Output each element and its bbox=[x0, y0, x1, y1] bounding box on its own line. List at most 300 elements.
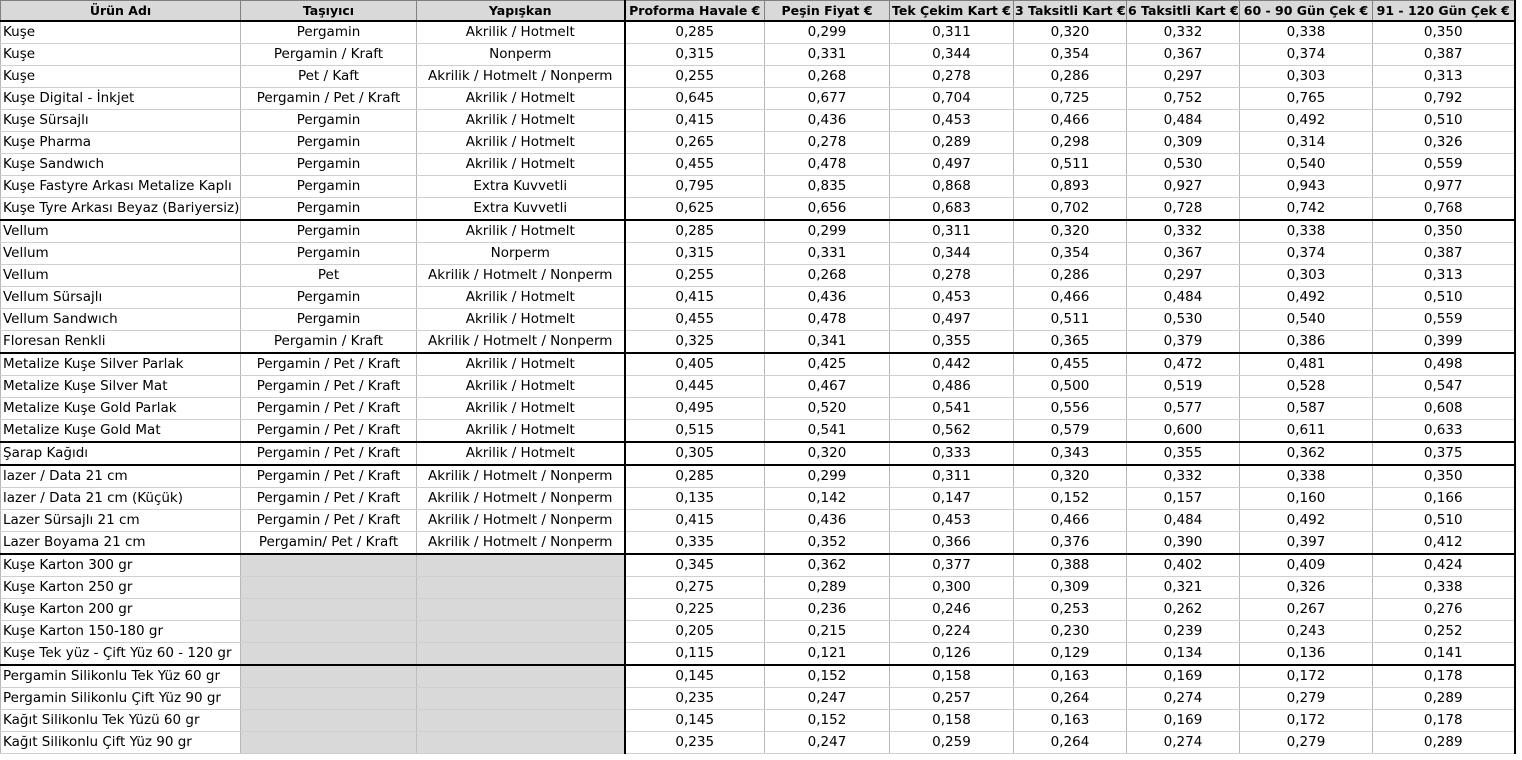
cell-60-90-gun-cek[interactable]: 0,172 bbox=[1240, 710, 1373, 732]
cell-6-taksitli-kart[interactable]: 0,157 bbox=[1127, 488, 1240, 510]
cell-pesin-fiyat[interactable]: 0,299 bbox=[765, 465, 890, 488]
cell-3-taksitli-kart[interactable]: 0,264 bbox=[1014, 732, 1127, 754]
cell-3-taksitli-kart[interactable]: 0,466 bbox=[1014, 510, 1127, 532]
cell-tasiyici[interactable]: Pet bbox=[241, 265, 417, 287]
cell-urun-adi[interactable]: Kuşe Pharma bbox=[1, 132, 241, 154]
cell-60-90-gun-cek[interactable]: 0,540 bbox=[1240, 309, 1373, 331]
cell-60-90-gun-cek[interactable]: 0,243 bbox=[1240, 621, 1373, 643]
header-proforma-havale[interactable]: Proforma Havale € bbox=[625, 1, 765, 22]
cell-3-taksitli-kart[interactable]: 0,309 bbox=[1014, 577, 1127, 599]
cell-yapiskan[interactable]: Akrilik / Hotmelt / Nonperm bbox=[417, 510, 625, 532]
cell-tek-cekim-kart[interactable]: 0,259 bbox=[890, 732, 1014, 754]
cell-60-90-gun-cek[interactable]: 0,611 bbox=[1240, 420, 1373, 443]
cell-pesin-fiyat[interactable]: 0,677 bbox=[765, 88, 890, 110]
cell-3-taksitli-kart[interactable]: 0,343 bbox=[1014, 442, 1127, 465]
header-yapiskan[interactable]: Yapışkan bbox=[417, 1, 625, 22]
cell-yapiskan[interactable]: Norperm bbox=[417, 243, 625, 265]
cell-91-120-gun-cek[interactable]: 0,977 bbox=[1373, 176, 1515, 198]
cell-6-taksitli-kart[interactable]: 0,262 bbox=[1127, 599, 1240, 621]
cell-proforma-havale[interactable]: 0,315 bbox=[625, 44, 765, 66]
cell-pesin-fiyat[interactable]: 0,152 bbox=[765, 665, 890, 688]
cell-tasiyici[interactable]: Pergamin bbox=[241, 21, 417, 44]
cell-pesin-fiyat[interactable]: 0,142 bbox=[765, 488, 890, 510]
cell-3-taksitli-kart[interactable]: 0,702 bbox=[1014, 198, 1127, 221]
cell-60-90-gun-cek[interactable]: 0,540 bbox=[1240, 154, 1373, 176]
cell-proforma-havale[interactable]: 0,455 bbox=[625, 309, 765, 331]
cell-3-taksitli-kart[interactable]: 0,354 bbox=[1014, 243, 1127, 265]
cell-proforma-havale[interactable]: 0,255 bbox=[625, 265, 765, 287]
cell-urun-adi[interactable]: Vellum bbox=[1, 265, 241, 287]
cell-60-90-gun-cek[interactable]: 0,765 bbox=[1240, 88, 1373, 110]
cell-tek-cekim-kart[interactable]: 0,344 bbox=[890, 243, 1014, 265]
cell-yapiskan[interactable]: Akrilik / Hotmelt bbox=[417, 420, 625, 443]
cell-urun-adi[interactable]: Kuşe Sandwıch bbox=[1, 154, 241, 176]
cell-yapiskan[interactable]: Akrilik / Hotmelt bbox=[417, 21, 625, 44]
cell-urun-adi[interactable]: Kuşe Sürsajlı bbox=[1, 110, 241, 132]
cell-pesin-fiyat[interactable]: 0,467 bbox=[765, 376, 890, 398]
cell-tasiyici[interactable]: Pergamin bbox=[241, 110, 417, 132]
cell-91-120-gun-cek[interactable]: 0,547 bbox=[1373, 376, 1515, 398]
header-91-120-gun-cek[interactable]: 91 - 120 Gün Çek € bbox=[1373, 1, 1515, 22]
header-tek-cekim-kart[interactable]: Tek Çekim Kart € bbox=[890, 1, 1014, 22]
cell-tasiyici[interactable]: Pergamin bbox=[241, 287, 417, 309]
cell-tek-cekim-kart[interactable]: 0,158 bbox=[890, 665, 1014, 688]
cell-tasiyici[interactable]: Pergamin / Kraft bbox=[241, 44, 417, 66]
cell-tasiyici[interactable] bbox=[241, 621, 417, 643]
cell-tasiyici[interactable]: Pergamin / Pet / Kraft bbox=[241, 88, 417, 110]
cell-yapiskan[interactable]: Nonperm bbox=[417, 44, 625, 66]
cell-tek-cekim-kart[interactable]: 0,355 bbox=[890, 331, 1014, 354]
cell-60-90-gun-cek[interactable]: 0,303 bbox=[1240, 66, 1373, 88]
cell-60-90-gun-cek[interactable]: 0,481 bbox=[1240, 353, 1373, 376]
cell-3-taksitli-kart[interactable]: 0,264 bbox=[1014, 688, 1127, 710]
cell-yapiskan[interactable]: Akrilik / Hotmelt bbox=[417, 309, 625, 331]
cell-tek-cekim-kart[interactable]: 0,497 bbox=[890, 309, 1014, 331]
cell-6-taksitli-kart[interactable]: 0,472 bbox=[1127, 353, 1240, 376]
cell-pesin-fiyat[interactable]: 0,436 bbox=[765, 110, 890, 132]
cell-proforma-havale[interactable]: 0,405 bbox=[625, 353, 765, 376]
cell-91-120-gun-cek[interactable]: 0,375 bbox=[1373, 442, 1515, 465]
cell-6-taksitli-kart[interactable]: 0,484 bbox=[1127, 287, 1240, 309]
cell-tasiyici[interactable]: Pergamin/ Pet / Kraft bbox=[241, 532, 417, 555]
cell-3-taksitli-kart[interactable]: 0,556 bbox=[1014, 398, 1127, 420]
cell-3-taksitli-kart[interactable]: 0,320 bbox=[1014, 21, 1127, 44]
cell-pesin-fiyat[interactable]: 0,236 bbox=[765, 599, 890, 621]
cell-3-taksitli-kart[interactable]: 0,466 bbox=[1014, 110, 1127, 132]
cell-tek-cekim-kart[interactable]: 0,486 bbox=[890, 376, 1014, 398]
cell-pesin-fiyat[interactable]: 0,541 bbox=[765, 420, 890, 443]
cell-proforma-havale[interactable]: 0,415 bbox=[625, 287, 765, 309]
cell-urun-adi[interactable]: Metalize Kuşe Gold Mat bbox=[1, 420, 241, 443]
cell-yapiskan[interactable]: Akrilik / Hotmelt bbox=[417, 154, 625, 176]
header-6-taksitli-kart[interactable]: 6 Taksitli Kart € bbox=[1127, 1, 1240, 22]
cell-tasiyici[interactable]: Pergamin / Kraft bbox=[241, 331, 417, 354]
cell-3-taksitli-kart[interactable]: 0,286 bbox=[1014, 265, 1127, 287]
cell-proforma-havale[interactable]: 0,115 bbox=[625, 643, 765, 666]
cell-tek-cekim-kart[interactable]: 0,246 bbox=[890, 599, 1014, 621]
cell-pesin-fiyat[interactable]: 0,289 bbox=[765, 577, 890, 599]
cell-tek-cekim-kart[interactable]: 0,683 bbox=[890, 198, 1014, 221]
cell-yapiskan[interactable] bbox=[417, 688, 625, 710]
cell-yapiskan[interactable]: Extra Kuvvetli bbox=[417, 198, 625, 221]
cell-3-taksitli-kart[interactable]: 0,511 bbox=[1014, 154, 1127, 176]
cell-91-120-gun-cek[interactable]: 0,510 bbox=[1373, 287, 1515, 309]
cell-proforma-havale[interactable]: 0,335 bbox=[625, 532, 765, 555]
cell-60-90-gun-cek[interactable]: 0,314 bbox=[1240, 132, 1373, 154]
cell-60-90-gun-cek[interactable]: 0,338 bbox=[1240, 465, 1373, 488]
cell-pesin-fiyat[interactable]: 0,215 bbox=[765, 621, 890, 643]
cell-urun-adi[interactable]: Kuşe Digital - İnkjet bbox=[1, 88, 241, 110]
cell-urun-adi[interactable]: Vellum Sandwıch bbox=[1, 309, 241, 331]
cell-tasiyici[interactable]: Pergamin bbox=[241, 309, 417, 331]
cell-proforma-havale[interactable]: 0,135 bbox=[625, 488, 765, 510]
cell-6-taksitli-kart[interactable]: 0,309 bbox=[1127, 132, 1240, 154]
cell-6-taksitli-kart[interactable]: 0,134 bbox=[1127, 643, 1240, 666]
cell-91-120-gun-cek[interactable]: 0,498 bbox=[1373, 353, 1515, 376]
cell-tek-cekim-kart[interactable]: 0,704 bbox=[890, 88, 1014, 110]
cell-60-90-gun-cek[interactable]: 0,172 bbox=[1240, 665, 1373, 688]
cell-tek-cekim-kart[interactable]: 0,541 bbox=[890, 398, 1014, 420]
cell-6-taksitli-kart[interactable]: 0,367 bbox=[1127, 44, 1240, 66]
cell-3-taksitli-kart[interactable]: 0,320 bbox=[1014, 220, 1127, 243]
cell-91-120-gun-cek[interactable]: 0,633 bbox=[1373, 420, 1515, 443]
header-60-90-gun-cek[interactable]: 60 - 90 Gün Çek € bbox=[1240, 1, 1373, 22]
cell-proforma-havale[interactable]: 0,345 bbox=[625, 554, 765, 577]
cell-tek-cekim-kart[interactable]: 0,497 bbox=[890, 154, 1014, 176]
cell-91-120-gun-cek[interactable]: 0,792 bbox=[1373, 88, 1515, 110]
cell-60-90-gun-cek[interactable]: 0,374 bbox=[1240, 243, 1373, 265]
cell-6-taksitli-kart[interactable]: 0,332 bbox=[1127, 21, 1240, 44]
cell-tasiyici[interactable]: Pergamin / Pet / Kraft bbox=[241, 420, 417, 443]
cell-urun-adi[interactable]: Kuşe bbox=[1, 66, 241, 88]
cell-6-taksitli-kart[interactable]: 0,297 bbox=[1127, 66, 1240, 88]
cell-6-taksitli-kart[interactable]: 0,484 bbox=[1127, 110, 1240, 132]
cell-urun-adi[interactable]: Metalize Kuşe Silver Mat bbox=[1, 376, 241, 398]
cell-pesin-fiyat[interactable]: 0,436 bbox=[765, 510, 890, 532]
cell-6-taksitli-kart[interactable]: 0,390 bbox=[1127, 532, 1240, 555]
cell-pesin-fiyat[interactable]: 0,247 bbox=[765, 732, 890, 754]
cell-6-taksitli-kart[interactable]: 0,239 bbox=[1127, 621, 1240, 643]
cell-proforma-havale[interactable]: 0,415 bbox=[625, 110, 765, 132]
cell-91-120-gun-cek[interactable]: 0,276 bbox=[1373, 599, 1515, 621]
cell-tek-cekim-kart[interactable]: 0,453 bbox=[890, 287, 1014, 309]
cell-60-90-gun-cek[interactable]: 0,528 bbox=[1240, 376, 1373, 398]
cell-6-taksitli-kart[interactable]: 0,355 bbox=[1127, 442, 1240, 465]
cell-tasiyici[interactable]: Pergamin / Pet / Kraft bbox=[241, 442, 417, 465]
cell-91-120-gun-cek[interactable]: 0,166 bbox=[1373, 488, 1515, 510]
cell-proforma-havale[interactable]: 0,285 bbox=[625, 465, 765, 488]
cell-urun-adi[interactable]: Vellum bbox=[1, 243, 241, 265]
cell-pesin-fiyat[interactable]: 0,331 bbox=[765, 243, 890, 265]
cell-proforma-havale[interactable]: 0,305 bbox=[625, 442, 765, 465]
cell-yapiskan[interactable] bbox=[417, 621, 625, 643]
cell-91-120-gun-cek[interactable]: 0,559 bbox=[1373, 309, 1515, 331]
cell-3-taksitli-kart[interactable]: 0,163 bbox=[1014, 710, 1127, 732]
cell-proforma-havale[interactable]: 0,515 bbox=[625, 420, 765, 443]
cell-urun-adi[interactable]: Kağıt Silikonlu Çift Yüz 90 gr bbox=[1, 732, 241, 754]
cell-tek-cekim-kart[interactable]: 0,453 bbox=[890, 510, 1014, 532]
cell-60-90-gun-cek[interactable]: 0,303 bbox=[1240, 265, 1373, 287]
cell-proforma-havale[interactable]: 0,275 bbox=[625, 577, 765, 599]
cell-yapiskan[interactable] bbox=[417, 577, 625, 599]
cell-tek-cekim-kart[interactable]: 0,366 bbox=[890, 532, 1014, 555]
cell-3-taksitli-kart[interactable]: 0,129 bbox=[1014, 643, 1127, 666]
cell-tasiyici[interactable]: Pergamin / Pet / Kraft bbox=[241, 465, 417, 488]
cell-urun-adi[interactable]: Metalize Kuşe Silver Parlak bbox=[1, 353, 241, 376]
cell-proforma-havale[interactable]: 0,145 bbox=[625, 710, 765, 732]
cell-tek-cekim-kart[interactable]: 0,311 bbox=[890, 21, 1014, 44]
cell-tasiyici[interactable]: Pergamin bbox=[241, 154, 417, 176]
cell-proforma-havale[interactable]: 0,325 bbox=[625, 331, 765, 354]
cell-urun-adi[interactable]: Kuşe Karton 250 gr bbox=[1, 577, 241, 599]
header-urun-adi[interactable]: Ürün Adı bbox=[1, 1, 241, 22]
cell-6-taksitli-kart[interactable]: 0,321 bbox=[1127, 577, 1240, 599]
cell-60-90-gun-cek[interactable]: 0,267 bbox=[1240, 599, 1373, 621]
cell-proforma-havale[interactable]: 0,415 bbox=[625, 510, 765, 532]
cell-60-90-gun-cek[interactable]: 0,492 bbox=[1240, 110, 1373, 132]
cell-urun-adi[interactable]: Vellum Sürsajlı bbox=[1, 287, 241, 309]
cell-proforma-havale[interactable]: 0,625 bbox=[625, 198, 765, 221]
cell-urun-adi[interactable]: lazer / Data 21 cm bbox=[1, 465, 241, 488]
cell-60-90-gun-cek[interactable]: 0,338 bbox=[1240, 220, 1373, 243]
cell-6-taksitli-kart[interactable]: 0,332 bbox=[1127, 465, 1240, 488]
cell-pesin-fiyat[interactable]: 0,320 bbox=[765, 442, 890, 465]
cell-60-90-gun-cek[interactable]: 0,943 bbox=[1240, 176, 1373, 198]
cell-tasiyici[interactable] bbox=[241, 599, 417, 621]
cell-urun-adi[interactable]: Floresan Renkli bbox=[1, 331, 241, 354]
cell-pesin-fiyat[interactable]: 0,247 bbox=[765, 688, 890, 710]
cell-proforma-havale[interactable]: 0,285 bbox=[625, 220, 765, 243]
cell-6-taksitli-kart[interactable]: 0,530 bbox=[1127, 154, 1240, 176]
cell-tasiyici[interactable] bbox=[241, 665, 417, 688]
cell-91-120-gun-cek[interactable]: 0,178 bbox=[1373, 665, 1515, 688]
cell-tek-cekim-kart[interactable]: 0,158 bbox=[890, 710, 1014, 732]
cell-urun-adi[interactable]: Kuşe Tyre Arkası Beyaz (Bariyersiz) bbox=[1, 198, 241, 221]
cell-tasiyici[interactable] bbox=[241, 732, 417, 754]
cell-91-120-gun-cek[interactable]: 0,350 bbox=[1373, 21, 1515, 44]
cell-91-120-gun-cek[interactable]: 0,387 bbox=[1373, 243, 1515, 265]
cell-tasiyici[interactable] bbox=[241, 554, 417, 577]
cell-3-taksitli-kart[interactable]: 0,893 bbox=[1014, 176, 1127, 198]
cell-tek-cekim-kart[interactable]: 0,257 bbox=[890, 688, 1014, 710]
cell-pesin-fiyat[interactable]: 0,436 bbox=[765, 287, 890, 309]
cell-3-taksitli-kart[interactable]: 0,725 bbox=[1014, 88, 1127, 110]
cell-urun-adi[interactable]: Pergamin Silikonlu Çift Yüz 90 gr bbox=[1, 688, 241, 710]
cell-yapiskan[interactable]: Akrilik / Hotmelt / Nonperm bbox=[417, 465, 625, 488]
cell-proforma-havale[interactable]: 0,795 bbox=[625, 176, 765, 198]
cell-91-120-gun-cek[interactable]: 0,399 bbox=[1373, 331, 1515, 354]
cell-60-90-gun-cek[interactable]: 0,136 bbox=[1240, 643, 1373, 666]
cell-3-taksitli-kart[interactable]: 0,298 bbox=[1014, 132, 1127, 154]
cell-91-120-gun-cek[interactable]: 0,768 bbox=[1373, 198, 1515, 221]
cell-60-90-gun-cek[interactable]: 0,492 bbox=[1240, 510, 1373, 532]
cell-urun-adi[interactable]: Kağıt Silikonlu Tek Yüzü 60 gr bbox=[1, 710, 241, 732]
cell-6-taksitli-kart[interactable]: 0,530 bbox=[1127, 309, 1240, 331]
cell-3-taksitli-kart[interactable]: 0,320 bbox=[1014, 465, 1127, 488]
cell-proforma-havale[interactable]: 0,265 bbox=[625, 132, 765, 154]
cell-3-taksitli-kart[interactable]: 0,230 bbox=[1014, 621, 1127, 643]
cell-91-120-gun-cek[interactable]: 0,178 bbox=[1373, 710, 1515, 732]
cell-91-120-gun-cek[interactable]: 0,289 bbox=[1373, 688, 1515, 710]
cell-tek-cekim-kart[interactable]: 0,344 bbox=[890, 44, 1014, 66]
cell-60-90-gun-cek[interactable]: 0,326 bbox=[1240, 577, 1373, 599]
cell-tek-cekim-kart[interactable]: 0,278 bbox=[890, 66, 1014, 88]
header-3-taksitli-kart[interactable]: 3 Taksitli Kart € bbox=[1014, 1, 1127, 22]
cell-3-taksitli-kart[interactable]: 0,152 bbox=[1014, 488, 1127, 510]
cell-3-taksitli-kart[interactable]: 0,354 bbox=[1014, 44, 1127, 66]
cell-proforma-havale[interactable]: 0,315 bbox=[625, 243, 765, 265]
cell-pesin-fiyat[interactable]: 0,835 bbox=[765, 176, 890, 198]
cell-6-taksitli-kart[interactable]: 0,367 bbox=[1127, 243, 1240, 265]
cell-proforma-havale[interactable]: 0,645 bbox=[625, 88, 765, 110]
cell-yapiskan[interactable]: Akrilik / Hotmelt / Nonperm bbox=[417, 331, 625, 354]
cell-yapiskan[interactable]: Akrilik / Hotmelt bbox=[417, 398, 625, 420]
cell-3-taksitli-kart[interactable]: 0,500 bbox=[1014, 376, 1127, 398]
cell-3-taksitli-kart[interactable]: 0,388 bbox=[1014, 554, 1127, 577]
cell-tek-cekim-kart[interactable]: 0,562 bbox=[890, 420, 1014, 443]
cell-tasiyici[interactable]: Pergamin bbox=[241, 243, 417, 265]
cell-tasiyici[interactable]: Pet / Kaft bbox=[241, 66, 417, 88]
cell-6-taksitli-kart[interactable]: 0,379 bbox=[1127, 331, 1240, 354]
cell-6-taksitli-kart[interactable]: 0,577 bbox=[1127, 398, 1240, 420]
cell-yapiskan[interactable]: Akrilik / Hotmelt bbox=[417, 376, 625, 398]
cell-60-90-gun-cek[interactable]: 0,160 bbox=[1240, 488, 1373, 510]
cell-urun-adi[interactable]: Şarap Kağıdı bbox=[1, 442, 241, 465]
cell-60-90-gun-cek[interactable]: 0,362 bbox=[1240, 442, 1373, 465]
cell-yapiskan[interactable]: Akrilik / Hotmelt / Nonperm bbox=[417, 66, 625, 88]
cell-tek-cekim-kart[interactable]: 0,147 bbox=[890, 488, 1014, 510]
cell-tasiyici[interactable]: Pergamin / Pet / Kraft bbox=[241, 353, 417, 376]
cell-91-120-gun-cek[interactable]: 0,350 bbox=[1373, 220, 1515, 243]
cell-yapiskan[interactable]: Akrilik / Hotmelt bbox=[417, 442, 625, 465]
cell-6-taksitli-kart[interactable]: 0,484 bbox=[1127, 510, 1240, 532]
cell-pesin-fiyat[interactable]: 0,121 bbox=[765, 643, 890, 666]
cell-60-90-gun-cek[interactable]: 0,374 bbox=[1240, 44, 1373, 66]
cell-60-90-gun-cek[interactable]: 0,492 bbox=[1240, 287, 1373, 309]
cell-60-90-gun-cek[interactable]: 0,409 bbox=[1240, 554, 1373, 577]
cell-yapiskan[interactable]: Akrilik / Hotmelt / Nonperm bbox=[417, 265, 625, 287]
cell-6-taksitli-kart[interactable]: 0,274 bbox=[1127, 732, 1240, 754]
cell-60-90-gun-cek[interactable]: 0,587 bbox=[1240, 398, 1373, 420]
cell-tasiyici[interactable] bbox=[241, 688, 417, 710]
cell-proforma-havale[interactable]: 0,205 bbox=[625, 621, 765, 643]
cell-yapiskan[interactable] bbox=[417, 643, 625, 666]
cell-yapiskan[interactable] bbox=[417, 732, 625, 754]
cell-urun-adi[interactable]: Kuşe Tek yüz - Çift Yüz 60 - 120 gr bbox=[1, 643, 241, 666]
cell-yapiskan[interactable]: Akrilik / Hotmelt bbox=[417, 88, 625, 110]
cell-urun-adi[interactable]: Pergamin Silikonlu Tek Yüz 60 gr bbox=[1, 665, 241, 688]
cell-urun-adi[interactable]: Kuşe Karton 200 gr bbox=[1, 599, 241, 621]
cell-6-taksitli-kart[interactable]: 0,297 bbox=[1127, 265, 1240, 287]
cell-yapiskan[interactable]: Akrilik / Hotmelt / Nonperm bbox=[417, 532, 625, 555]
cell-3-taksitli-kart[interactable]: 0,163 bbox=[1014, 665, 1127, 688]
cell-urun-adi[interactable]: Lazer Sürsajlı 21 cm bbox=[1, 510, 241, 532]
cell-60-90-gun-cek[interactable]: 0,279 bbox=[1240, 732, 1373, 754]
cell-91-120-gun-cek[interactable]: 0,387 bbox=[1373, 44, 1515, 66]
cell-60-90-gun-cek[interactable]: 0,338 bbox=[1240, 21, 1373, 44]
cell-yapiskan[interactable]: Akrilik / Hotmelt bbox=[417, 132, 625, 154]
cell-91-120-gun-cek[interactable]: 0,338 bbox=[1373, 577, 1515, 599]
cell-tek-cekim-kart[interactable]: 0,453 bbox=[890, 110, 1014, 132]
cell-pesin-fiyat[interactable]: 0,425 bbox=[765, 353, 890, 376]
cell-91-120-gun-cek[interactable]: 0,350 bbox=[1373, 465, 1515, 488]
header-tasiyici[interactable]: Taşıyıcı bbox=[241, 1, 417, 22]
cell-tek-cekim-kart[interactable]: 0,868 bbox=[890, 176, 1014, 198]
cell-3-taksitli-kart[interactable]: 0,253 bbox=[1014, 599, 1127, 621]
cell-tek-cekim-kart[interactable]: 0,311 bbox=[890, 220, 1014, 243]
cell-urun-adi[interactable]: lazer / Data 21 cm (Küçük) bbox=[1, 488, 241, 510]
cell-91-120-gun-cek[interactable]: 0,313 bbox=[1373, 265, 1515, 287]
cell-tek-cekim-kart[interactable]: 0,442 bbox=[890, 353, 1014, 376]
cell-91-120-gun-cek[interactable]: 0,289 bbox=[1373, 732, 1515, 754]
cell-tek-cekim-kart[interactable]: 0,289 bbox=[890, 132, 1014, 154]
cell-3-taksitli-kart[interactable]: 0,511 bbox=[1014, 309, 1127, 331]
cell-urun-adi[interactable]: Kuşe bbox=[1, 21, 241, 44]
cell-91-120-gun-cek[interactable]: 0,252 bbox=[1373, 621, 1515, 643]
cell-tek-cekim-kart[interactable]: 0,333 bbox=[890, 442, 1014, 465]
cell-proforma-havale[interactable]: 0,235 bbox=[625, 732, 765, 754]
cell-pesin-fiyat[interactable]: 0,478 bbox=[765, 154, 890, 176]
cell-yapiskan[interactable] bbox=[417, 554, 625, 577]
cell-proforma-havale[interactable]: 0,225 bbox=[625, 599, 765, 621]
cell-91-120-gun-cek[interactable]: 0,412 bbox=[1373, 532, 1515, 555]
cell-tasiyici[interactable] bbox=[241, 710, 417, 732]
cell-yapiskan[interactable]: Extra Kuvvetli bbox=[417, 176, 625, 198]
cell-91-120-gun-cek[interactable]: 0,313 bbox=[1373, 66, 1515, 88]
cell-proforma-havale[interactable]: 0,455 bbox=[625, 154, 765, 176]
cell-yapiskan[interactable] bbox=[417, 599, 625, 621]
cell-proforma-havale[interactable]: 0,285 bbox=[625, 21, 765, 44]
cell-proforma-havale[interactable]: 0,255 bbox=[625, 66, 765, 88]
cell-tek-cekim-kart[interactable]: 0,224 bbox=[890, 621, 1014, 643]
cell-3-taksitli-kart[interactable]: 0,365 bbox=[1014, 331, 1127, 354]
cell-yapiskan[interactable]: Akrilik / Hotmelt bbox=[417, 287, 625, 309]
cell-tasiyici[interactable]: Pergamin bbox=[241, 198, 417, 221]
cell-6-taksitli-kart[interactable]: 0,728 bbox=[1127, 198, 1240, 221]
cell-pesin-fiyat[interactable]: 0,352 bbox=[765, 532, 890, 555]
cell-tasiyici[interactable]: Pergamin / Pet / Kraft bbox=[241, 488, 417, 510]
cell-proforma-havale[interactable]: 0,495 bbox=[625, 398, 765, 420]
cell-91-120-gun-cek[interactable]: 0,608 bbox=[1373, 398, 1515, 420]
cell-urun-adi[interactable]: Kuşe Karton 150-180 gr bbox=[1, 621, 241, 643]
cell-tasiyici[interactable] bbox=[241, 577, 417, 599]
cell-6-taksitli-kart[interactable]: 0,169 bbox=[1127, 665, 1240, 688]
cell-3-taksitli-kart[interactable]: 0,466 bbox=[1014, 287, 1127, 309]
cell-pesin-fiyat[interactable]: 0,520 bbox=[765, 398, 890, 420]
cell-tasiyici[interactable]: Pergamin bbox=[241, 176, 417, 198]
cell-3-taksitli-kart[interactable]: 0,455 bbox=[1014, 353, 1127, 376]
cell-tasiyici[interactable]: Pergamin / Pet / Kraft bbox=[241, 376, 417, 398]
header-pesin-fiyat[interactable]: Peşin Fiyat € bbox=[765, 1, 890, 22]
cell-6-taksitli-kart[interactable]: 0,332 bbox=[1127, 220, 1240, 243]
cell-yapiskan[interactable]: Akrilik / Hotmelt / Nonperm bbox=[417, 488, 625, 510]
cell-yapiskan[interactable]: Akrilik / Hotmelt bbox=[417, 110, 625, 132]
cell-tek-cekim-kart[interactable]: 0,278 bbox=[890, 265, 1014, 287]
cell-pesin-fiyat[interactable]: 0,656 bbox=[765, 198, 890, 221]
cell-91-120-gun-cek[interactable]: 0,559 bbox=[1373, 154, 1515, 176]
cell-6-taksitli-kart[interactable]: 0,752 bbox=[1127, 88, 1240, 110]
cell-tasiyici[interactable]: Pergamin bbox=[241, 132, 417, 154]
cell-yapiskan[interactable]: Akrilik / Hotmelt bbox=[417, 220, 625, 243]
cell-pesin-fiyat[interactable]: 0,299 bbox=[765, 220, 890, 243]
cell-6-taksitli-kart[interactable]: 0,927 bbox=[1127, 176, 1240, 198]
cell-pesin-fiyat[interactable]: 0,299 bbox=[765, 21, 890, 44]
cell-3-taksitli-kart[interactable]: 0,286 bbox=[1014, 66, 1127, 88]
cell-60-90-gun-cek[interactable]: 0,386 bbox=[1240, 331, 1373, 354]
cell-91-120-gun-cek[interactable]: 0,510 bbox=[1373, 110, 1515, 132]
cell-urun-adi[interactable]: Lazer Boyama 21 cm bbox=[1, 532, 241, 555]
cell-pesin-fiyat[interactable]: 0,362 bbox=[765, 554, 890, 577]
